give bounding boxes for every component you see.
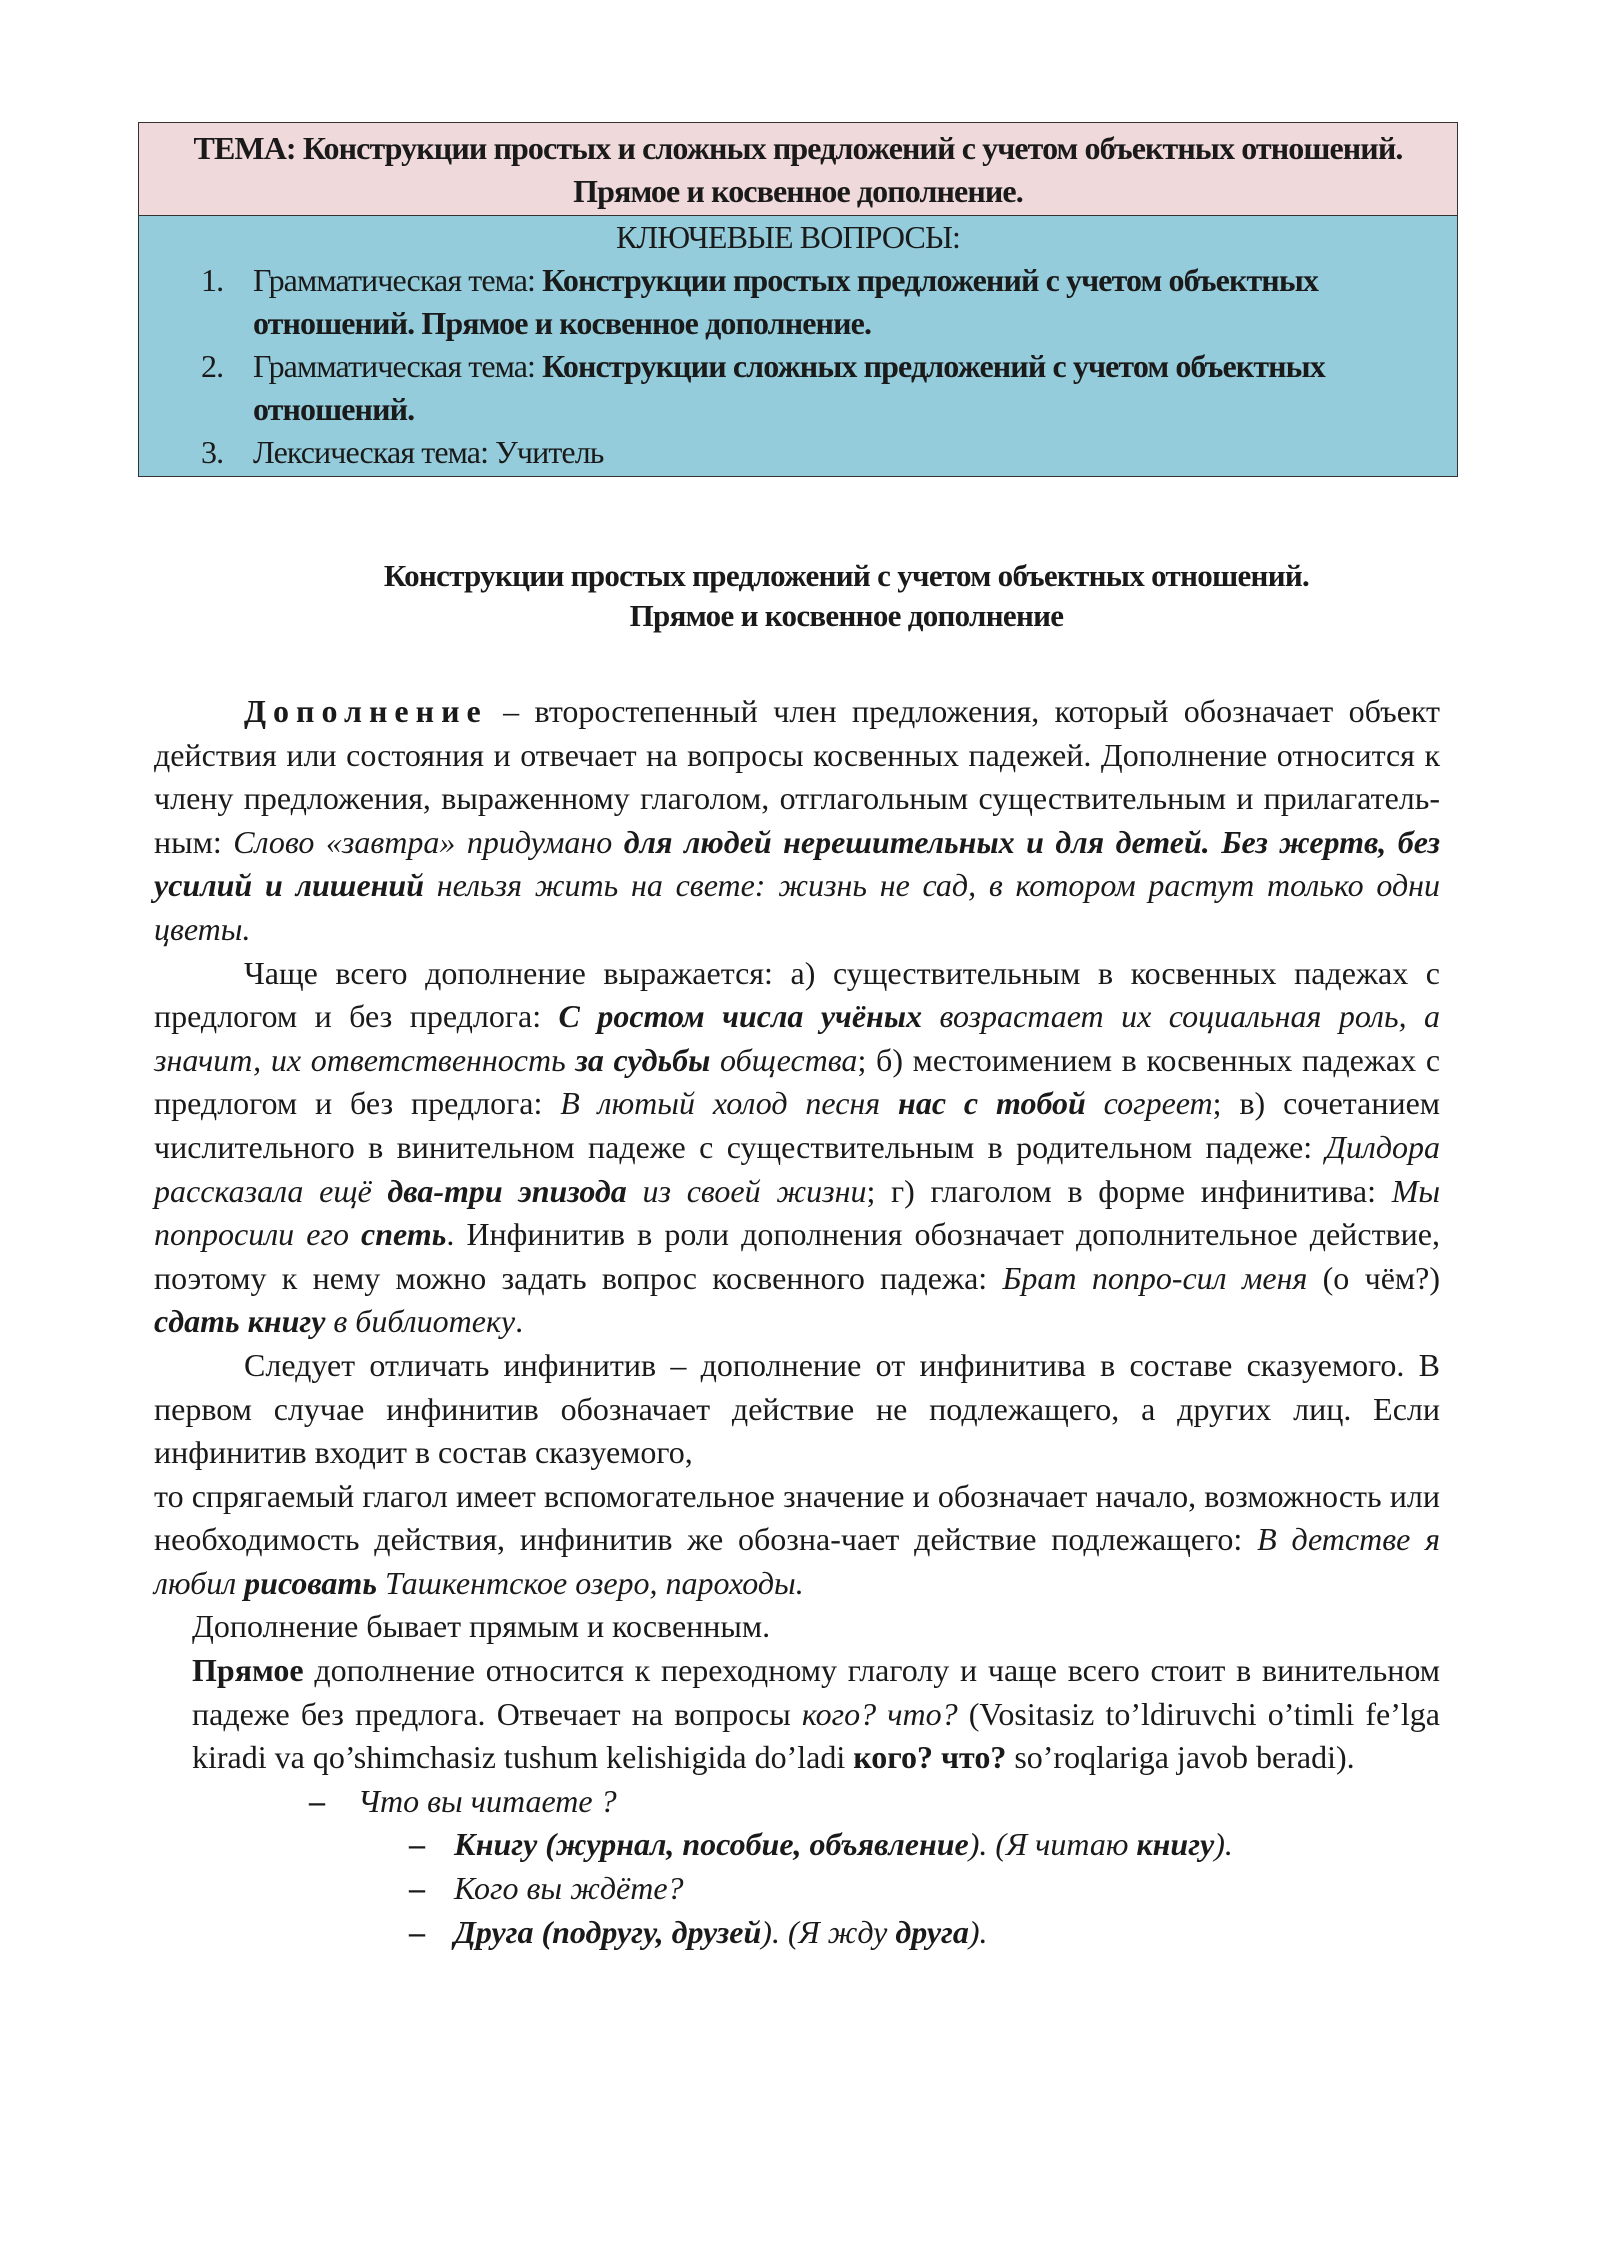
text: дополнение относится к переходному глаголу и чаще всего стоит в винительном падеже без предлога. Отвечает на вопросы [192, 1652, 1440, 1732]
answer-bold: Книгу (журнал, пособие, объявление [454, 1826, 969, 1863]
example-highlight: для людей нерешительных и для детей. Без жертв, без усилий и лишений [154, 823, 1440, 904]
key-questions-panel [139, 216, 1457, 476]
topic-text: Конструкции простых и сложных предложений с учетом объектных отношений. Прямое и косвенное дополнение. [302, 130, 1403, 209]
dash: – [409, 1913, 425, 1950]
dash: – [409, 1870, 425, 1907]
section-title-line2: Прямое и косвенное дополнение [629, 598, 1064, 633]
example: Брат попро-сил меня [1002, 1259, 1308, 1296]
example: нельзя жить на свете: жизнь не сад, в котором растут только одни цветы. [154, 867, 1441, 947]
body-text [154, 690, 1440, 1954]
example-highlight: нас с тобой [898, 1085, 1086, 1122]
text: . [515, 1303, 524, 1340]
question-bold: кого? что? [853, 1739, 1007, 1776]
answer-bold: книгу [1136, 1826, 1215, 1863]
answer: ). (Я жду [761, 1913, 896, 1950]
answer: ). [968, 1913, 988, 1950]
example: В лютый холод песня [560, 1085, 899, 1122]
example-highlight: сдать книгу [154, 1303, 326, 1340]
answer: ). (Я читаю [968, 1826, 1137, 1863]
item-label: Грамматическая тема: [253, 348, 543, 384]
example: общества [710, 1041, 858, 1078]
topic-header [139, 123, 1457, 216]
dialog-question-1 [154, 1780, 1440, 1824]
term: Прямое [192, 1652, 304, 1689]
dialog-question-2 [154, 1867, 1440, 1911]
text: ; б) местоимением в косвенных падежах с предлогом и без предлога: [154, 1041, 1441, 1122]
example: согреет [1085, 1085, 1213, 1122]
example: Мы попросили его [154, 1172, 1441, 1253]
answer: ). [1214, 1826, 1233, 1863]
text: ; г) глаголом в форме инфинитива: [866, 1172, 1392, 1209]
dialog-answer-1 [154, 1823, 1440, 1867]
dialog-answer-2 [154, 1911, 1440, 1955]
dash: – [409, 1826, 425, 1863]
example-highlight: рисовать [244, 1564, 377, 1601]
text: ; в) сочетанием числительного в винительном падеже с существительным в родительном падеже: [154, 1085, 1441, 1165]
key-question-item [201, 345, 1437, 431]
example: возрастает их социальная роль, а значит, их ответственность [154, 998, 1441, 1078]
dash: – [309, 1782, 325, 1819]
paragraph-direct-object [154, 1649, 1440, 1780]
key-questions-title: КЛЮЧЕВЫЕ ВОПРОСЫ: [616, 219, 960, 255]
question: Что вы читаете ? [358, 1782, 617, 1819]
item-number: 1. [201, 262, 224, 298]
answer-bold: друга [895, 1913, 969, 1950]
example-highlight: два-три эпизода [387, 1172, 627, 1209]
example: Слово «завтра» придумано [233, 823, 624, 860]
text: Чаще всего дополнение выражается: а) существительным в косвенных падежах с предлогом и без предлога: [154, 954, 1440, 1035]
text: so’roqlariga javob beradi). [1006, 1739, 1355, 1776]
text: то спрягаемый глагол имеет вспомогательное значение и обозначает начало, возможность или необходимость действия, инфинитив же обозна-чает действие подлежащего: [154, 1477, 1440, 1558]
section-title-line1: Конструкции простых предложений с учетом объектных отношений. [383, 558, 1310, 593]
topic-label: ТЕМА: [193, 130, 296, 166]
item-text: Конструкции сложных предложений с учетом объектных отношений. [253, 348, 1325, 427]
question: Кого вы ждёте? [454, 1870, 684, 1907]
term: Дополнение [244, 693, 488, 729]
question: кого? что? [801, 1695, 958, 1732]
text: – второстепенный член предложения, который обозначает объект действия или состояния и отвечает на вопросы косвенных падежей. Дополнение относится к члену предложения, выраженному глаголом, отглагольным существительным и прилагатель-ным: [154, 693, 1440, 860]
key-questions-list [139, 259, 1437, 474]
key-question-item [201, 259, 1437, 345]
topic-box [138, 122, 1458, 477]
example: из своей жизни [626, 1172, 867, 1209]
text: Дополнение бывает прямым и косвенным. [192, 1608, 771, 1645]
section-title [150, 556, 1543, 636]
example-highlight: за судьбы [575, 1041, 711, 1078]
item-label: Лексическая тема: Учитель [253, 434, 604, 470]
paragraph-expression [154, 952, 1440, 1344]
example: Дилдора рассказала ещё [154, 1128, 1440, 1209]
text: (Vositasiz to’ldiruvchi o’timli fe’lga kiradi va qo’shimchasiz tushum kelishigida do’ladi [192, 1695, 1441, 1776]
example: В детстве я любил [154, 1521, 1441, 1601]
item-label: Грамматическая тема: [253, 262, 543, 298]
item-number: 3. [201, 434, 224, 470]
key-question-item [201, 431, 1437, 474]
paragraph-definition [154, 690, 1440, 952]
example-highlight: спеть [361, 1216, 447, 1253]
example: Ташкентское озеро, пароходы. [376, 1564, 804, 1601]
text: Следует отличать инфинитив – дополнение от инфинитива в составе сказуемого. В первом случае инфинитив обозначает действие не подлежащего, а других лиц. Если инфинитив входит в состав сказуемого, [154, 1346, 1440, 1471]
text: (о чём?) [1307, 1259, 1441, 1296]
answer-bold: Друга (подругу, друзей [454, 1913, 762, 1950]
paragraph-infinitive-cont [154, 1475, 1440, 1606]
paragraph-types [154, 1605, 1440, 1649]
paragraph-infinitive [154, 1344, 1440, 1475]
item-number: 2. [201, 348, 224, 384]
text: . Инфинитив в роли дополнения обозначает дополнительное действие, поэтому к нему можно задать вопрос косвенного падежа: [154, 1216, 1441, 1296]
example: в библиотеку [325, 1303, 516, 1340]
item-text: Конструкции простых предложений с учетом объектных отношений. Прямое и косвенное дополнение. [253, 262, 1319, 341]
example-highlight: С ростом числа учёных [558, 998, 923, 1035]
